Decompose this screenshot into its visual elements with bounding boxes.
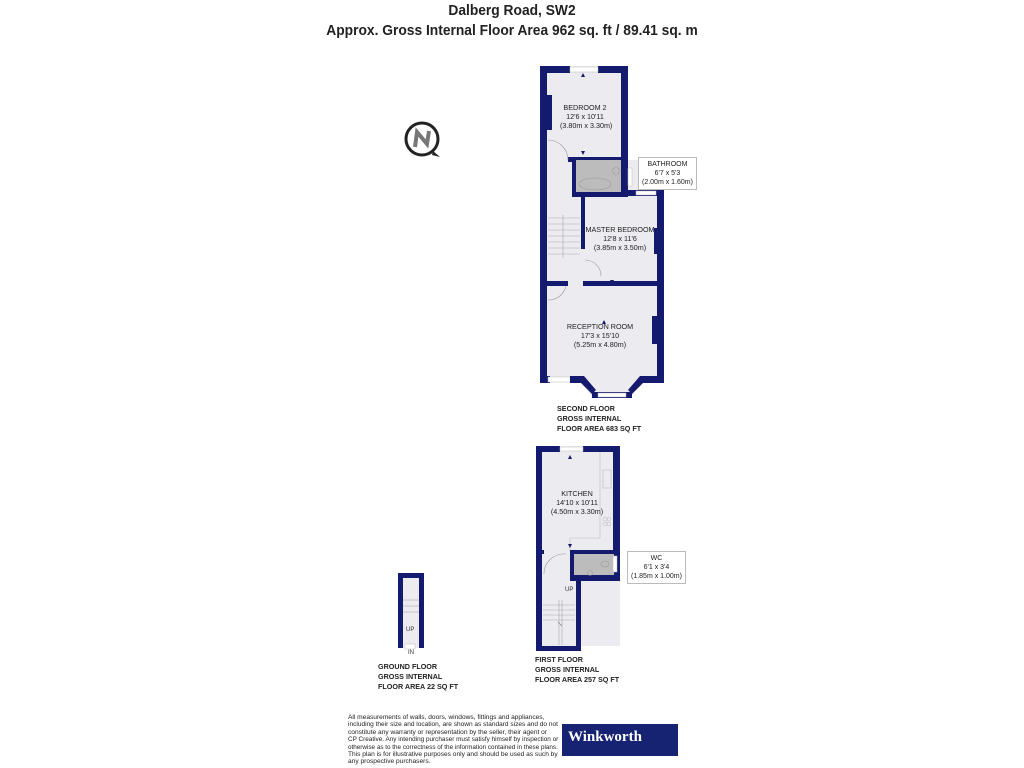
room-dimensions-metric: (3.80m x 3.30m): [560, 121, 613, 130]
room-name: MASTER BEDROOM: [585, 225, 655, 234]
room-label-bathroom: [638, 157, 697, 190]
disclaimer-text: All measurements of walls, doors, windows, fittings and appliances, including their size and location, are shown as standard sizes and do not constitute any warranty or representation by the seller, their agent or CP Creative. Any intending purchaser must satisfy himself by inspection or otherwise as to the correctness of the information contained in these plans. This plan is for illustrative purposes only and should be used as such by any prospective purchasers.: [348, 714, 559, 766]
ground-floor-plan: [398, 573, 424, 649]
room-label-kitchen: [547, 489, 607, 516]
room-dimensions-imperial: 14'10 x 10'11: [556, 498, 598, 507]
room-label-wc: [627, 551, 686, 584]
first-floor-stair-up-label: UP: [565, 587, 574, 593]
room-dimensions-metric: (3.85m x 3.50m): [593, 243, 647, 252]
ground-floor-entry-label: IN: [408, 650, 414, 656]
room-name: WC: [650, 555, 663, 562]
room-dimensions-imperial: 6'1 x 3'4: [643, 564, 670, 571]
room-name: BEDROOM 2: [563, 103, 607, 112]
room-dimensions-imperial: 17'3 x 15'10: [580, 331, 620, 340]
plan-subtitle: Approx. Gross Internal Floor Area 962 sq. ft / 89.41 sq. m: [326, 22, 698, 39]
room-label-bedroom-2: [560, 103, 613, 130]
room-dimensions-metric: (5.25m x 4.80m): [573, 340, 627, 349]
north-arrow-icon: [402, 119, 442, 159]
first-floor-caption: FIRST FLOOR GROSS INTERNAL FLOOR AREA 257 SQ FT: [535, 655, 620, 684]
room-label-master-bedroom: [585, 225, 655, 252]
first-floor-plan: [536, 446, 620, 651]
room-label-reception-room: [565, 322, 635, 349]
ground-floor-stair-up-label: UP: [406, 627, 415, 633]
room-dimensions-imperial: 6'7 x 5'3: [654, 170, 681, 177]
room-name: RECEPTION ROOM: [566, 322, 634, 331]
winkworth-logo: Winkworth: [562, 724, 678, 756]
room-dimensions-metric: (1.85m x 1.00m): [631, 573, 682, 580]
room-name: BATHROOM: [647, 161, 688, 168]
room-dimensions-imperial: 12'6 x 10'11: [566, 112, 604, 121]
room-dimensions-imperial: 12'8 x 11'6: [603, 234, 637, 243]
room-name: KITCHEN: [561, 489, 593, 498]
ground-floor-caption: GROUND FLOOR GROSS INTERNAL FLOOR AREA 22 SQ FT: [378, 662, 459, 691]
room-dimensions-metric: (2.00m x 1.60m): [642, 179, 693, 186]
room-dimensions-metric: (4.50m x 3.30m): [550, 507, 604, 516]
second-floor-caption: SECOND FLOOR GROSS INTERNAL FLOOR AREA 683 SQ FT: [557, 404, 642, 433]
plan-title: Dalberg Road, SW2: [448, 2, 576, 19]
